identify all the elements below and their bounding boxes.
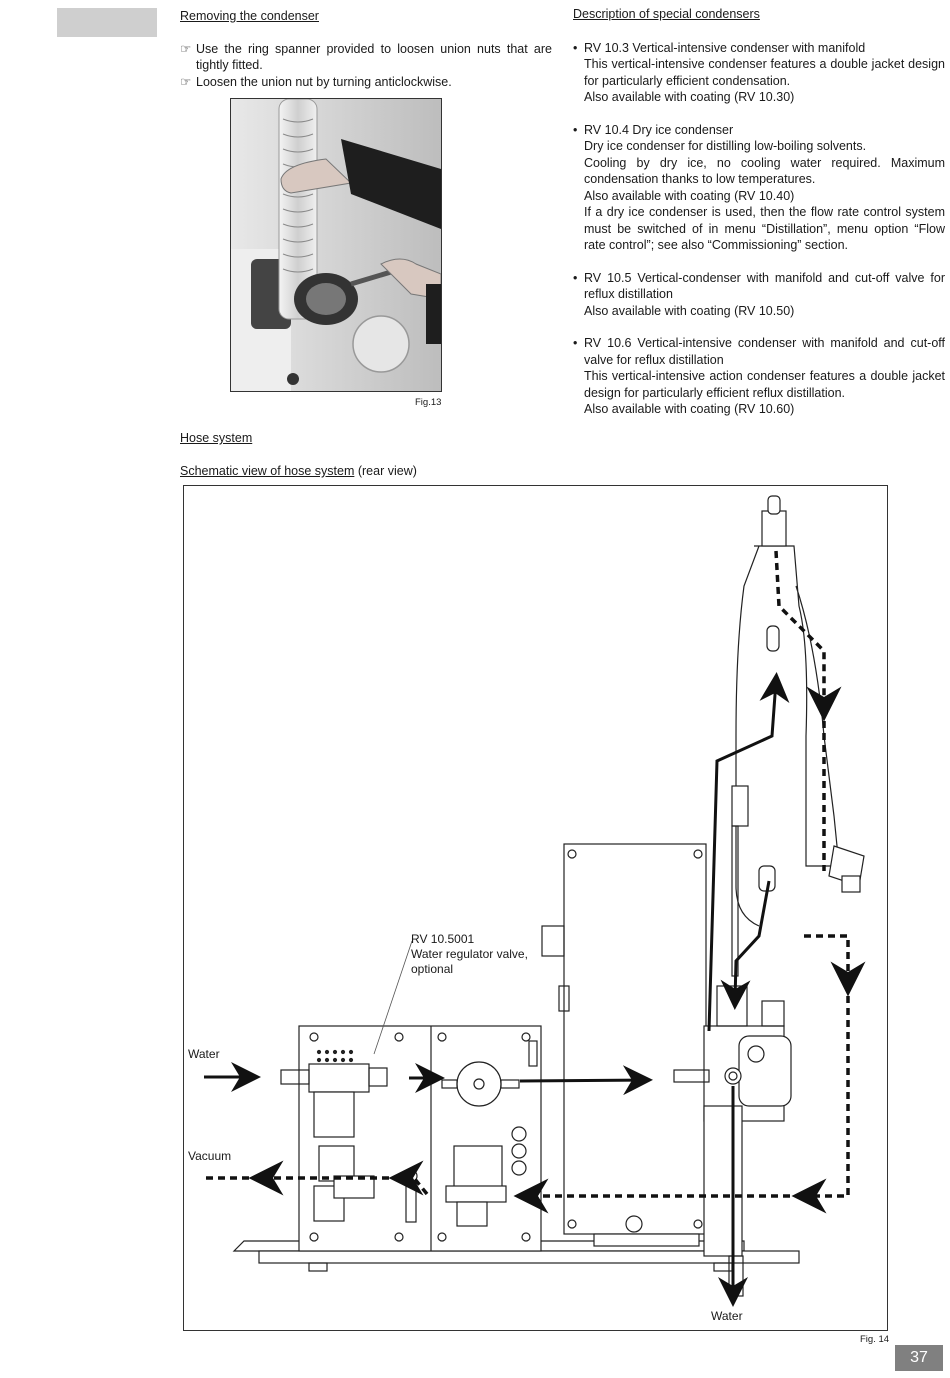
fig-14-label: Fig. 14: [860, 1334, 890, 1345]
condenser-item: • RV 10.6 Vertical-intensive condenser with manifold and cut-off valve for reflux distillation This vertical-intensive action condenser features a double jacket design for particularly efficient reflux distillation. Also available with coating (RV 10.60): [573, 336, 945, 416]
header-tab: [57, 8, 157, 37]
water-inlet-label: Water: [188, 1047, 220, 1061]
special-heading: Description of special condensers: [573, 7, 760, 21]
pointing-hand-icon: ☞: [180, 74, 192, 89]
valve-label: RV 10.5001 Water regulator valve, optional: [411, 932, 528, 976]
fig-13-label: Fig.13: [415, 397, 442, 408]
special-condensers-section: [573, 6, 945, 418]
instruction-step: ☞ Use the ring spanner provided to loosen union nuts that are tightly fitted.: [180, 41, 552, 72]
condenser-item: • RV 10.4 Dry ice condenser Dry ice condenser for distilling low-boiling solvents. Cooling by dry ice, no cooling water required. Maximum condensation thanks to low temperatures. Also available with coating (RV 10.40) If a dry ice condenser is used, then the flow rate control system must be switched of in menu “Distillation”, menu option “Flow rate control”; see also “Commissioning” section.: [573, 122, 945, 252]
vacuum-label: Vacuum: [188, 1149, 232, 1163]
bullet-dot-icon: •: [573, 122, 578, 137]
condenser-photo: [230, 98, 442, 392]
pointing-hand-icon: ☞: [180, 41, 192, 56]
removing-heading: Removing the condenser: [180, 9, 319, 23]
hose-schematic-svg: [184, 486, 887, 1330]
bullet-dot-icon: •: [573, 336, 578, 350]
condenser-item: • RV 10.5 Vertical-condenser with manifold and cut-off valve for reflux distillation Also available with coating (RV 10.50): [573, 270, 945, 318]
removing-section: [180, 8, 552, 90]
bullet-dot-icon: •: [573, 270, 578, 285]
hose-schematic-diagram: [183, 485, 888, 1331]
water-outlet-label: Water: [711, 1309, 743, 1323]
bullet-dot-icon: •: [573, 40, 578, 55]
page-number: 37: [895, 1345, 943, 1371]
condenser-item: • RV 10.3 Vertical-intensive condenser with manifold This vertical-intensive condenser features a double jacket design for particularly efficient condensation. Also available with coating (RV 10.30): [573, 40, 945, 104]
instruction-step: ☞ Loosen the union nut by turning anticlockwise.: [180, 74, 452, 89]
hose-heading: Hose system: [180, 431, 253, 445]
schematic-heading: Schematic view of hose system (rear view): [180, 464, 417, 478]
